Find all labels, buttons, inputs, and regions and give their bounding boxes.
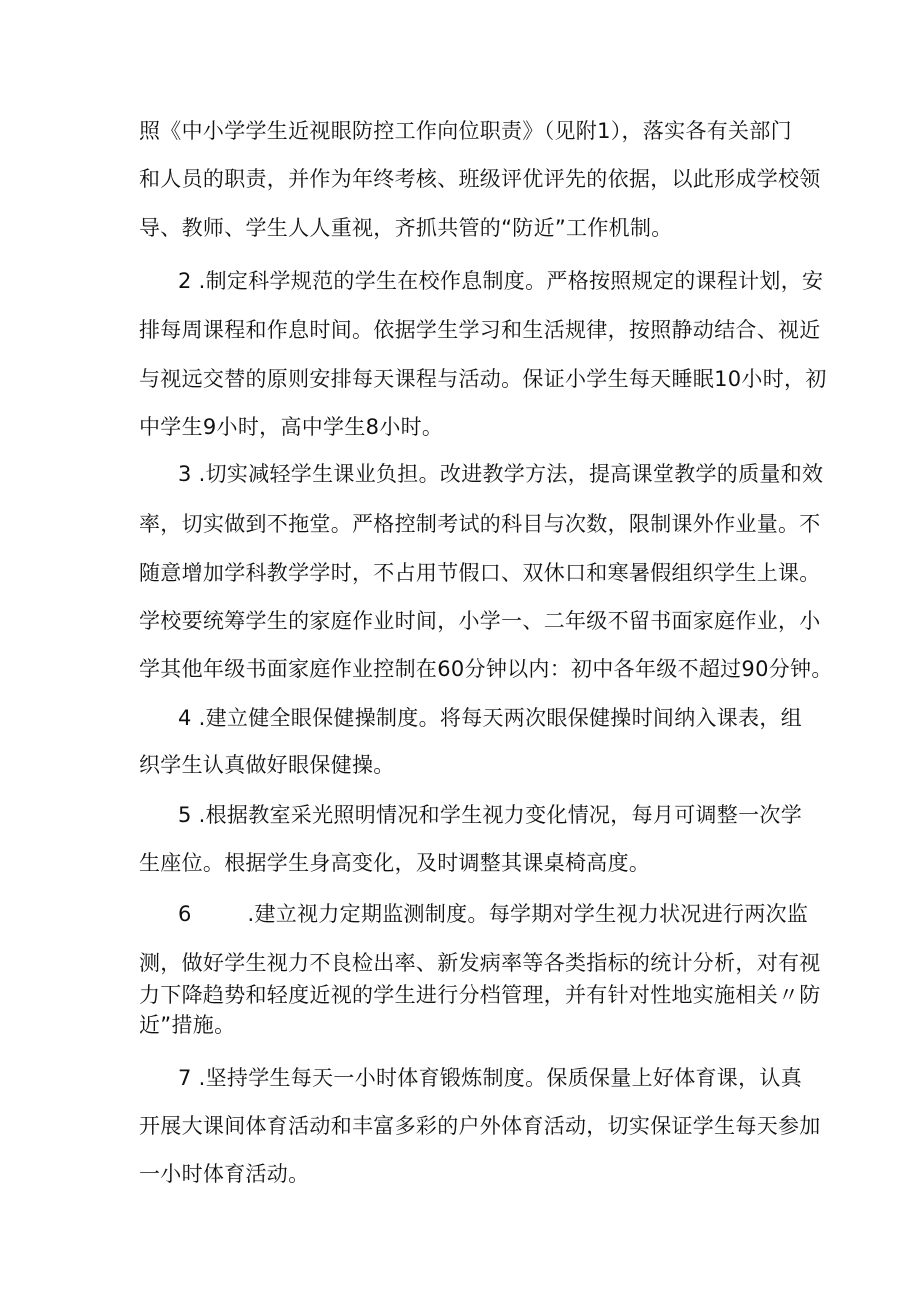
text-line: 学校要统筹学生的家庭作业时间，小学一、二年级不留书面家庭作业，小: [139, 609, 821, 633]
text-line: 一小时体育活动。: [139, 1162, 310, 1186]
text-line: 导、教师、学生人人重视，齐抓共管的“防近”工作机制。: [139, 216, 673, 240]
text-line: 4 .建立健全眼保健操制度。将每天两次眼保健操时间纳入课表，组: [178, 706, 803, 730]
text-line: 学其他年级书面家庭作业控制在60分钟以内：初中各年级不超过90分钟。: [139, 657, 833, 681]
text-line: 7 .坚持学生每天一小时体育锻炼制度。保质保量上好体育课，认真: [178, 1066, 803, 1090]
text-line: 开展大课间体育活动和丰富多彩的户外体育活动，切实保证学生每天参加: [139, 1114, 821, 1138]
text-line: 2 .制定科学规范的学生在校作息制度。严格按照规定的课程计划，安: [178, 269, 824, 293]
text-line: 生座位。根据学生身高变化，及时调整其课桌椅高度。: [139, 851, 651, 875]
text-line: 中学生9小时，高中学生8小时。: [139, 415, 444, 439]
text-line: 近”措施。: [139, 1013, 236, 1037]
text-line: 随意增加学科教学学时，不占用节假口、双休口和寒暑假组织学生上课。: [139, 561, 821, 585]
text-line: 5 .根据教室采光照明情况和学生视力变化情况，每月可调整一次学: [178, 803, 803, 827]
text-line: 织学生认真做好眼保健操。: [139, 753, 395, 777]
text-line: 测，做好学生视力不良检出率、新发病率等各类指标的统计分析，对有视: [139, 951, 821, 975]
text-line: 3 .切实减轻学生课业负担。改进教学方法，提高课堂教学的质量和效: [178, 462, 824, 486]
text-line: 率，切实做到不拖堂。严格控制考试的科目与次数，限制课外作业量。不: [139, 512, 821, 536]
text-line: 6 .建立视力定期监测制度。每学期对学生视力状况进行两次监: [178, 902, 809, 926]
text-line: 照《中小学学生近视眼防控工作向位职责》（见附1），落实各有关部门: [139, 119, 792, 143]
text-line: 排每周课程和作息时间。依据学生学习和生活规律，按照静动结合、视近: [139, 318, 821, 342]
text-line: 和人员的职责，并作为年终考核、班级评优评先的依据，以此形成学校领: [139, 167, 821, 191]
text-line: 力下降趋势和轻度近视的学生进行分档管理，并有针对性地实施相关〃防: [139, 983, 821, 1007]
text-line: 与视远交替的原则安排每天课程与活动。保证小学生每天睡眠10小时，初: [139, 367, 827, 391]
